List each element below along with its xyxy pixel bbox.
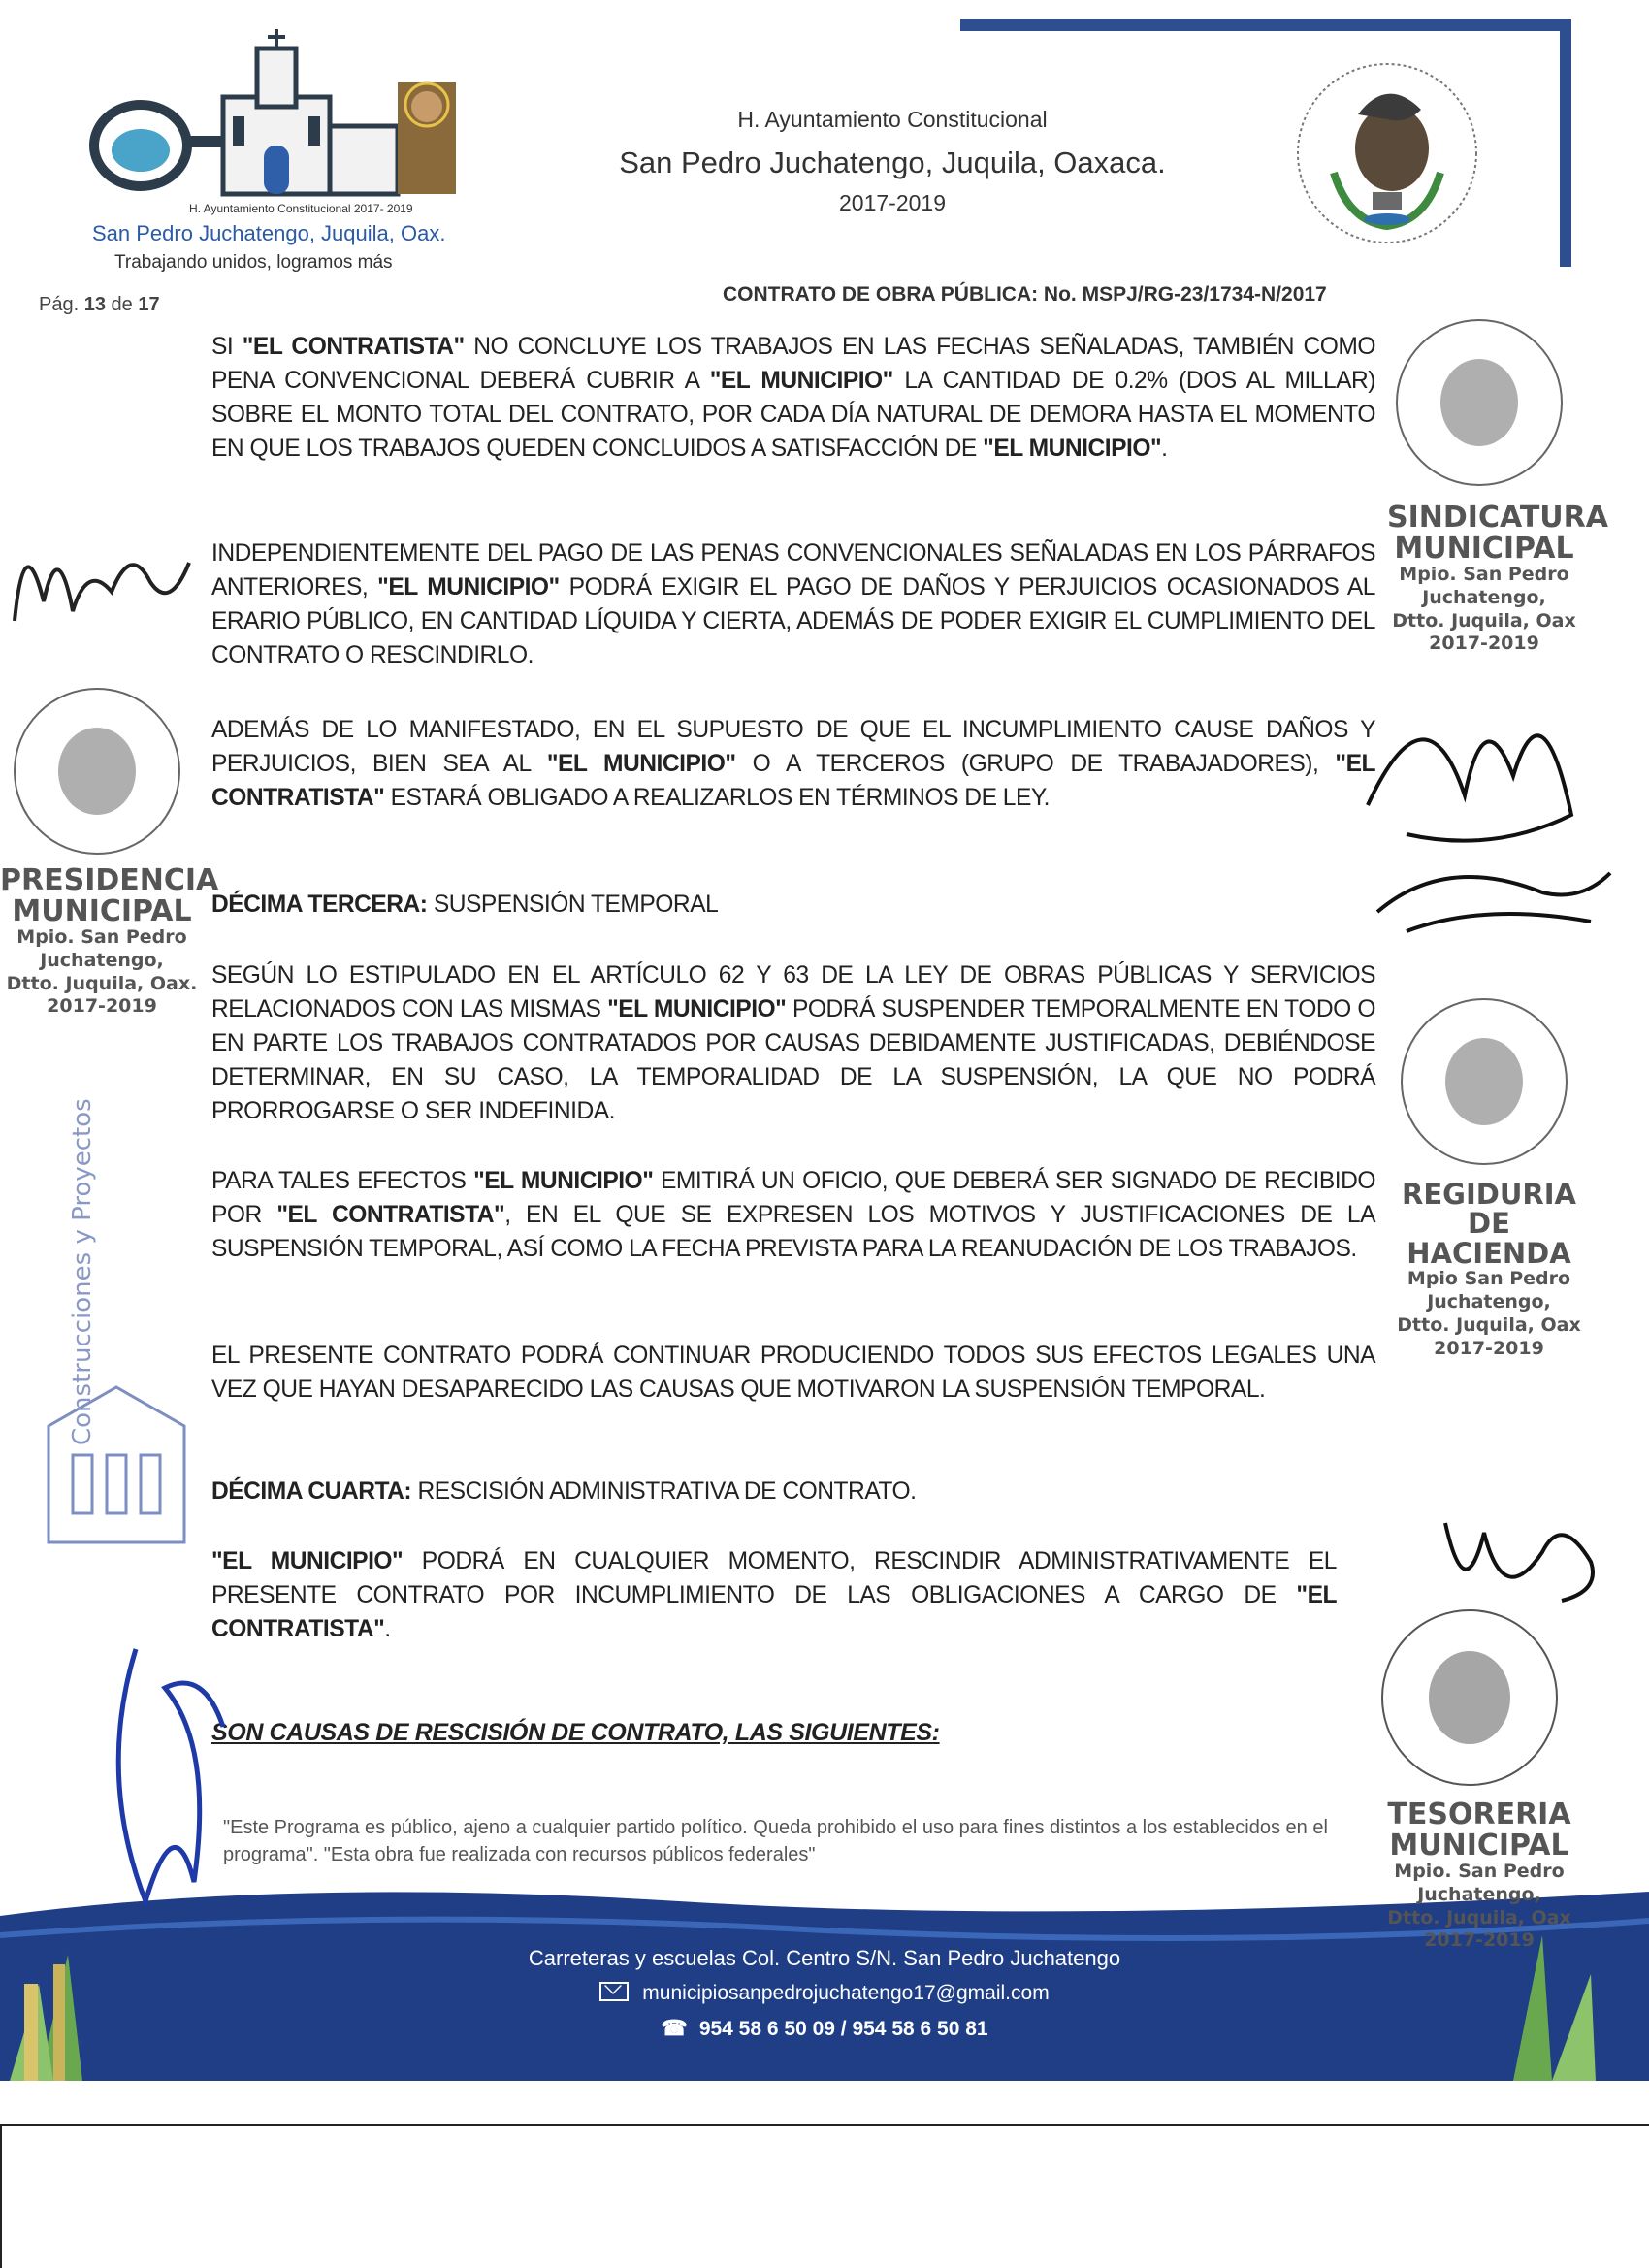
stamp-presidencia-line2: MUNICIPAL	[12, 893, 192, 928]
stamp-sindicatura-line6: 2017-2019	[1429, 632, 1539, 655]
stamp-sindicatura-line4: Juchatengo,	[1422, 586, 1546, 608]
contract-number: CONTRATO DE OBRA PÚBLICA: No. MSPJ/RG-23/1734-N/2017	[723, 283, 1327, 306]
stamp-presidencia-line3: Mpio. San Pedro	[16, 926, 187, 948]
page-total: 17	[138, 294, 160, 315]
stamp-regiduria-line1: REGIDURIA	[1402, 1178, 1576, 1211]
seal-stamp-icon	[1387, 989, 1581, 1174]
stamp-sindicatura-line5: Dtto. Juquila, Oax	[1392, 609, 1576, 632]
stamp-tesoreria-line2: MUNICIPAL	[1389, 1828, 1569, 1863]
company-stamp	[10, 1098, 233, 1610]
signature-right-middle	[1348, 660, 1620, 951]
stamp-presidencia-line1: PRESIDENCIA	[0, 863, 219, 897]
municipal-logo	[87, 29, 495, 204]
rescission-causes-heading: SON CAUSAS DE RESCISIÓN DE CONTRATO, LAS SIGUIENTES:	[211, 1719, 940, 1746]
page-left-rule	[0, 2124, 2, 2268]
stamp-regiduria-line3: Mpio San Pedro	[1406, 1268, 1571, 1290]
page-bottom-rule	[0, 2124, 1649, 2126]
stamp-regiduria	[1382, 1180, 1596, 1360]
footer-phones: 954 58 6 50 09 / 954 58 6 50 81	[698, 2018, 988, 2040]
stamp-tesoreria	[1373, 1799, 1586, 1953]
national-seal-icon	[1290, 56, 1484, 250]
phone-icon: ☎	[661, 2016, 688, 2040]
page-label: Pág.	[39, 294, 80, 315]
stamp-presidencia-line4: Juchatengo,	[40, 949, 164, 971]
page-number	[39, 294, 160, 316]
paragraph-suspension-basis: SEGÚN LO ESTIPULADO EN EL ARTÍCULO 62 Y 63 DE LA LEY DE OBRAS PÚBLICAS Y SERVICIOS RELACIONADOS CON LAS MISMAS "EL MUNICIPIO" PODRÁ SUSPENDER TEMPORALMENTE EN TODO O EN PARTE LOS TRABAJOS CONTRATADOS POR CAUSAS DEBIDAMENTE JUSTIFICADAS, DEBIÉNDOSE DETERMINAR, EN SU CASO, LA TEMPORALIDAD DE LA SUSPENSIÓN, LA QUE NO PODRÁ PRORROGARSE O SER INDEFINIDA.	[211, 962, 1375, 1124]
company-stamp-text: Construcciones y Proyectos	[68, 1098, 97, 1445]
stamp-sindicatura	[1387, 501, 1608, 656]
seal-stamp-icon	[1382, 310, 1576, 495]
stamp-regiduria-line5: Dtto. Juquila, Oax	[1397, 1313, 1581, 1336]
header-line-2: San Pedro Juchatengo, Juquila, Oaxaca.	[619, 146, 1166, 179]
paragraph-contract-continues: EL PRESENTE CONTRATO PODRÁ CONTINUAR PRODUCIENDO TODOS SUS EFECTOS LEGALES UNA VEZ QUE HAYAN DESAPARECIDO LAS CAUSAS QUE MOTIVARON LA SUSPENSIÓN TEMPORAL.	[211, 1343, 1375, 1403]
clause-14-label: DÉCIMA CUARTA:	[211, 1478, 412, 1505]
footer-address: Carreteras y escuelas Col. Centro S/N. San Pedro Juchatengo	[528, 1946, 1121, 1970]
stamp-presidencia-line6: 2017-2019	[47, 995, 157, 1018]
stamp-tesoreria-line1: TESORERIA	[1387, 1798, 1571, 1831]
logo-caption: H. Ayuntamiento Constitucional 2017- 2019	[189, 202, 413, 215]
paragraph-penalty-delay: SI "EL CONTRATISTA" NO CONCLUYE LOS TRABAJOS EN LAS FECHAS SEÑALADAS, TAMBIÉN COMO PENA CONVENCIONAL DEBERÁ CUBRIR A "EL MUNICIPIO" LA CANTIDAD DE 0.2% (DOS AL MILLAR) SOBRE EL MONTO TOTAL DEL CONTRATO, POR CADA DÍA NATURAL DE DEMORA HASTA EL MOMENTO EN QUE LOS TRABAJOS QUEDEN CONCLUIDOS A SATISFACCIÓN DE "EL MUNICIPIO".	[211, 334, 1375, 462]
logo-town-name: San Pedro Juchatengo, Juquila, Oax.	[92, 221, 446, 245]
clause-13-title: SUSPENSIÓN TEMPORAL	[427, 891, 719, 918]
stamp-regiduria-line2: DE HACIENDA	[1406, 1207, 1571, 1270]
stamp-sindicatura-line2: MUNICIPAL	[1394, 531, 1574, 566]
stamp-tesoreria-line4: Juchatengo,	[1417, 1883, 1541, 1905]
logo-slogan: Trabajando unidos, logramos más	[114, 252, 393, 273]
header-line-1: H. Ayuntamiento Constitucional	[737, 107, 1048, 132]
building-icon	[10, 1300, 233, 1610]
footer-email: municipiosanpedrojuchatengo17@gmail.com	[642, 1982, 1050, 2004]
paragraph-third-parties: ADEMÁS DE LO MANIFESTADO, EN EL SUPUESTO DE QUE EL INCUMPLIMIENTO CAUSE DAÑOS Y PERJUICIOS, BIEN SEA AL "EL MUNICIPIO" O A TERCEROS (GRUPO DE TRABAJADORES), "EL CONTRATISTA" ESTARÁ OBLIGADO A REALIZARLOS EN TÉRMINOS DE LEY.	[211, 717, 1375, 811]
clause-13-label: DÉCIMA TERCERA:	[211, 891, 428, 918]
stamp-sindicatura-line3: Mpio. San Pedro	[1399, 564, 1569, 585]
signature-right-bottom	[1426, 1494, 1620, 1630]
clause-13-heading	[211, 888, 718, 922]
header-line-3: 2017-2019	[839, 190, 946, 215]
stamp-regiduria-line6: 2017-2019	[1434, 1337, 1544, 1359]
page-current: 13	[83, 294, 106, 315]
mail-icon	[599, 1982, 629, 2001]
stamp-tesoreria-line5: Dtto. Juquila, Oax	[1387, 1906, 1571, 1928]
program-disclaimer: "Este Programa es público, ajeno a cualquier partido político. Queda prohibido el uso para fines distintos a los establecidos en el programa". "Esta obra fue realizada con recursos públicos federales"	[223, 1817, 1328, 1865]
stamp-tesoreria-line6: 2017-2019	[1424, 1929, 1535, 1952]
footer-email-row	[0, 1982, 1649, 2005]
page-of: de	[111, 294, 133, 315]
stamp-regiduria-line4: Juchatengo,	[1427, 1291, 1551, 1313]
seal-stamp-icon	[1368, 1601, 1571, 1795]
paragraph-damages: INDEPENDIENTEMENTE DEL PAGO DE LAS PENAS CONVENCIONALES SEÑALADAS EN LOS PÁRRAFOS ANTERIORES, "EL MUNICIPIO" PODRÁ EXIGIR EL PAGO DE DAÑOS Y PERJUICIOS OCASIONADOS AL ERARIO PÚBLICO, EN CANTIDAD LÍQUIDA Y CIERTA, ADEMÁS DE PODER EXIGIR EL CUMPLIMIENTO DEL CONTRATO O RESCINDIRLO.	[211, 540, 1375, 668]
stamp-presidencia-line5: Dtto. Juquila, Oax.	[6, 972, 198, 994]
footer-phone-row	[0, 2016, 1649, 2041]
stamp-presidencia	[0, 863, 219, 1019]
paragraph-suspension-notice: PARA TALES EFECTOS "EL MUNICIPIO" EMITIRÁ UN OFICIO, QUE DEBERÁ SER SIGNADO DE RECIBIDO POR "EL CONTRATISTA", EN EL QUE SE EXPRESEN LOS MOTIVOS Y JUSTIFICACIONES DE LA SUSPENSIÓN TEMPORAL, ASÍ COMO LA FECHA PREVISTA PARA LA REANUDACIÓN DE LOS TRABAJOS.	[211, 1168, 1375, 1262]
clause-14-heading	[211, 1474, 916, 1508]
signature-left-top	[5, 504, 199, 650]
seal-stamp-icon	[5, 679, 199, 863]
stamp-sindicatura-line1: SINDICATURA	[1387, 501, 1608, 535]
signature-left-bottom-blue	[78, 1630, 242, 1921]
clause-14-title: RESCISIÓN ADMINISTRATIVA DE CONTRATO.	[411, 1478, 917, 1505]
paragraph-rescission: "EL MUNICIPIO" PODRÁ EN CUALQUIER MOMENTO, RESCINDIR ADMINISTRATIVAMENTE EL PRESENTE CONTRATO POR INCUMPLIMIENTO DE LAS OBLIGACIONES A CARGO DE "EL CONTRATISTA".	[211, 1548, 1337, 1642]
stamp-tesoreria-line3: Mpio. San Pedro	[1394, 1861, 1565, 1882]
